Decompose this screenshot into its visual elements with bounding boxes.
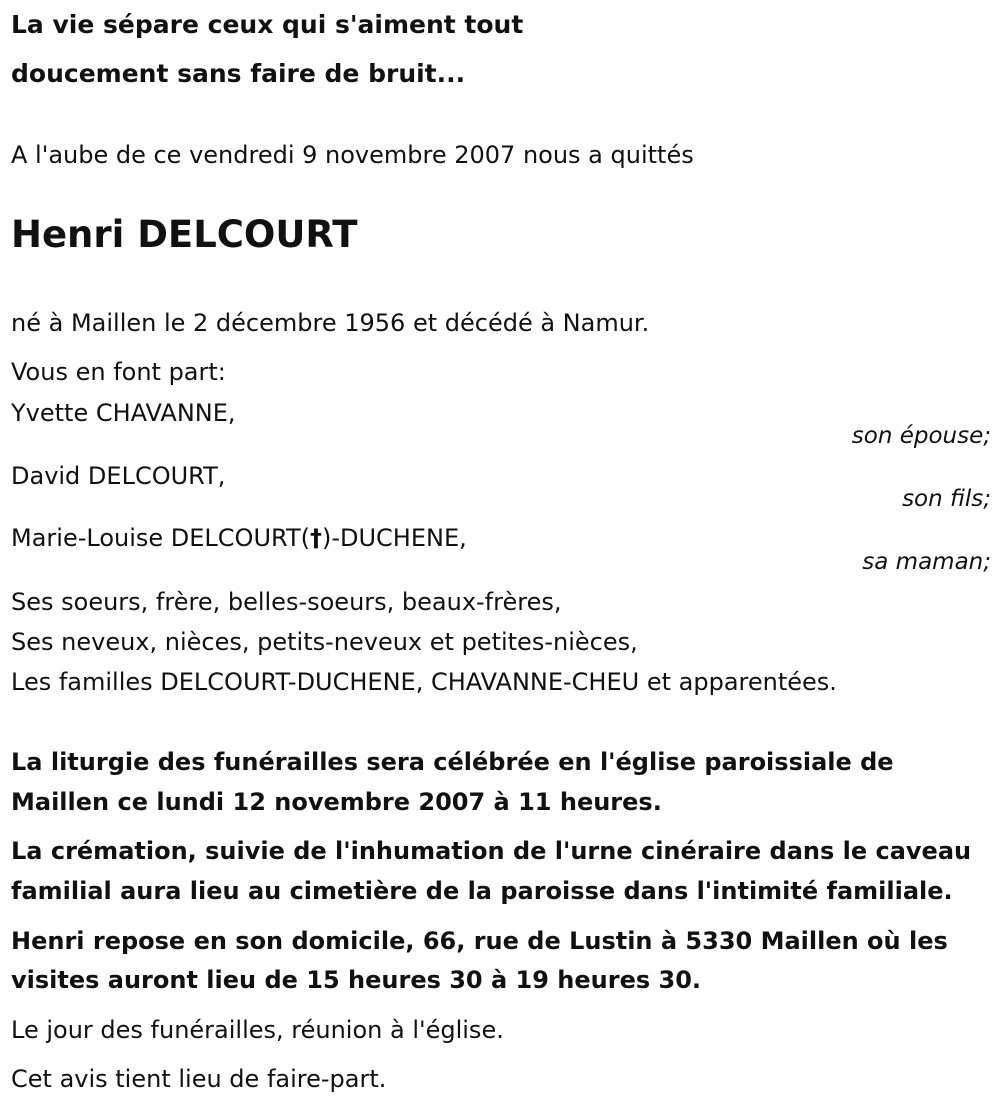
relatives-line: Les familles DELCOURT-DUCHENE, CHAVANNE-CHEU et apparentées. [11, 668, 837, 696]
visit-line-2: visites auront lieu de 15 heures 30 à 19 heures 30. [11, 966, 702, 994]
announcers-heading: Vous en font part: [11, 358, 226, 386]
relatives-line: Ses neveux, nièces, petits-neveux et petites-nièces, [11, 628, 638, 656]
deceased-cross-symbol: † [309, 524, 322, 552]
family-member-name-part: )-DUCHENE, [321, 524, 467, 552]
family-member-relation: sa maman; [862, 549, 991, 575]
liturgy-line-1: La liturgie des funérailles sera célébrée en l'église paroissiale de [11, 748, 894, 776]
family-member-name-part: Marie-Louise DELCOURT( [11, 524, 310, 552]
visit-line-1: Henri repose en son domicile, 66, rue de Lustin à 5330 Maillen où les [11, 927, 948, 955]
family-member-name [11, 523, 467, 553]
cremation-line-1: La crémation, suivie de l'inhumation de l'urne cinéraire dans le caveau [11, 837, 972, 865]
relatives-line: Ses soeurs, frère, belles-soeurs, beaux-frères, [11, 588, 562, 616]
family-member-name: David DELCOURT, [11, 462, 226, 490]
liturgy-line-2: Maillen ce lundi 12 novembre 2007 à 11 heures. [11, 788, 662, 816]
quote-line-2: doucement sans faire de bruit... [11, 59, 466, 88]
deceased-name: Henri DELCOURT [11, 213, 358, 256]
intro-text: A l'aube de ce vendredi 9 novembre 2007 nous a quittés [11, 141, 694, 169]
notice-text: Cet avis tient lieu de faire-part. [11, 1065, 387, 1093]
family-member-relation: son fils; [902, 486, 991, 512]
family-member-relation: son épouse; [851, 423, 991, 449]
meeting-info: Le jour des funérailles, réunion à l'église. [11, 1016, 504, 1044]
cremation-line-2: familial aura lieu au cimetière de la paroisse dans l'intimité familiale. [11, 877, 953, 905]
birth-death-info: né à Maillen le 2 décembre 1956 et décédé à Namur. [11, 309, 650, 337]
quote-line-1: La vie sépare ceux qui s'aiment tout [11, 10, 524, 39]
family-member-name: Yvette CHAVANNE, [11, 399, 236, 427]
